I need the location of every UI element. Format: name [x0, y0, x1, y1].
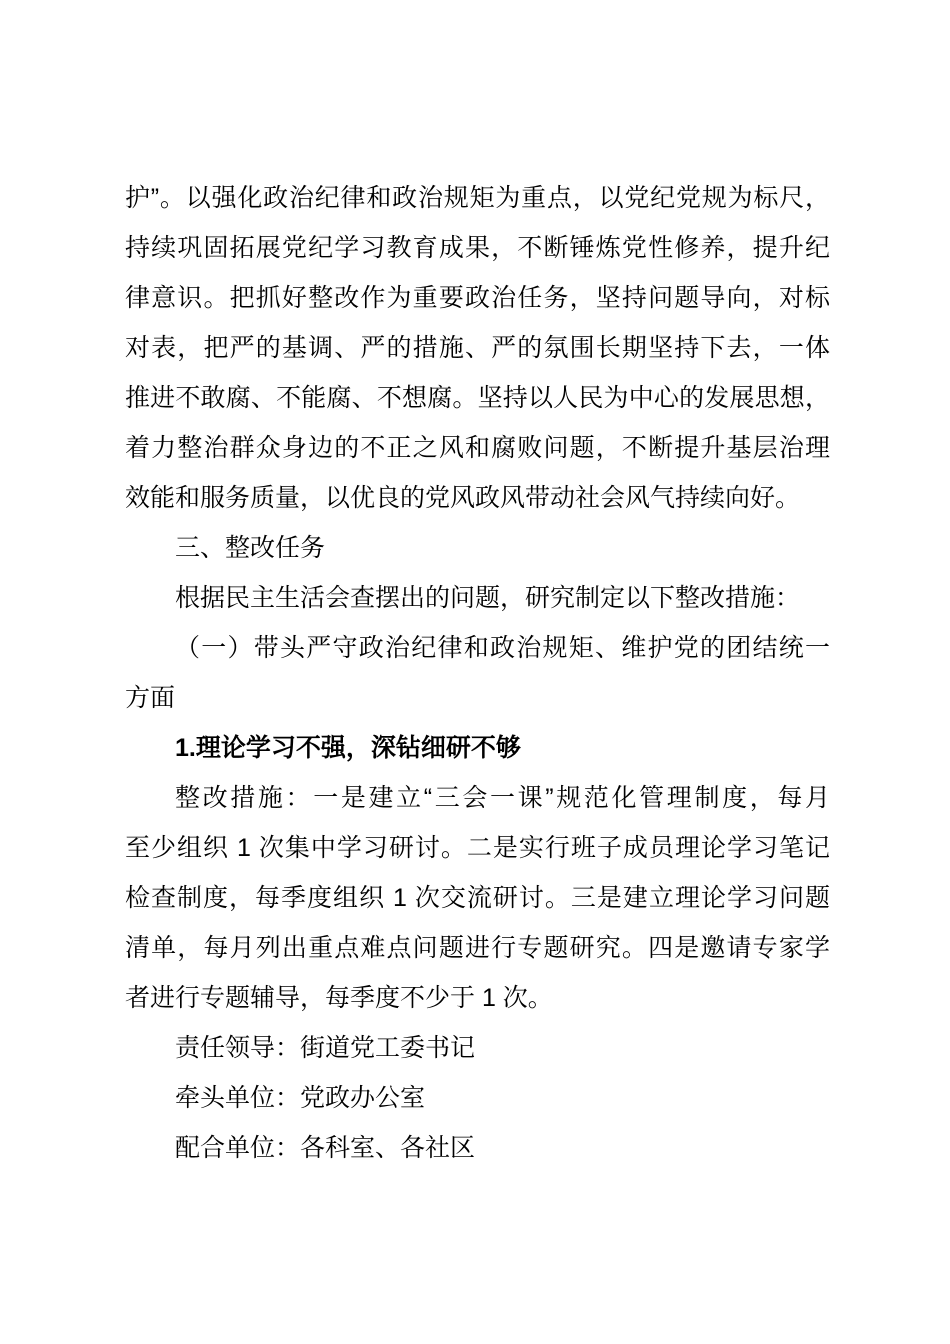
text-line: 护”。以强化政治纪律和政治规矩为重点，以党纪党规为标尺， — [125, 184, 830, 212]
subheading-item-one-cont: 方面 — [125, 684, 176, 712]
heading-issue-1: 1.理论学习不强，深钻细研不够 — [175, 734, 521, 762]
lead-unit-line: 牵头单位：党政办公室 — [175, 1084, 426, 1112]
cooperating-unit-line: 配合单位：各科室、各社区 — [175, 1134, 476, 1162]
heading-section-three: 三、整改任务 — [175, 534, 326, 562]
text-line: 者进行专题辅导，每季度不少于 1 次。 — [125, 984, 553, 1012]
text-line: 律意识。把抓好整改作为重要政治任务，坚持问题导向，对标 — [125, 284, 830, 312]
text-line: 至少组织 1 次集中学习研讨。二是实行班子成员理论学习笔记 — [125, 834, 830, 862]
text-line: 根据民主生活会查摆出的问题，研究制定以下整改措施： — [175, 584, 801, 612]
text-line: 清单，每月列出重点难点问题进行专题研究。四是邀请专家学 — [125, 934, 830, 962]
text-line: 整改措施：一是建立“三会一课”规范化管理制度，每月 — [175, 784, 830, 812]
subheading-item-one: （一）带头严守政治纪律和政治规矩、维护党的团结统一 — [175, 634, 830, 662]
text-line: 对表，把严的基调、严的措施、严的氛围长期坚持下去，一体 — [125, 334, 830, 362]
text-line: 持续巩固拓展党纪学习教育成果，不断锤炼党性修养，提升纪 — [125, 234, 830, 262]
responsible-leader-line: 责任领导：街道党工委书记 — [175, 1034, 476, 1062]
text-line: 推进不敢腐、不能腐、不想腐。坚持以人民为中心的发展思想， — [125, 384, 830, 412]
text-line: 着力整治群众身边的不正之风和腐败问题，不断提升基层治理 — [125, 434, 830, 462]
text-line: 检查制度，每季度组织 1 次交流研讨。三是建立理论学习问题 — [125, 884, 830, 912]
text-line: 效能和服务质量，以优良的党风政风带动社会风气持续向好。 — [125, 484, 801, 512]
